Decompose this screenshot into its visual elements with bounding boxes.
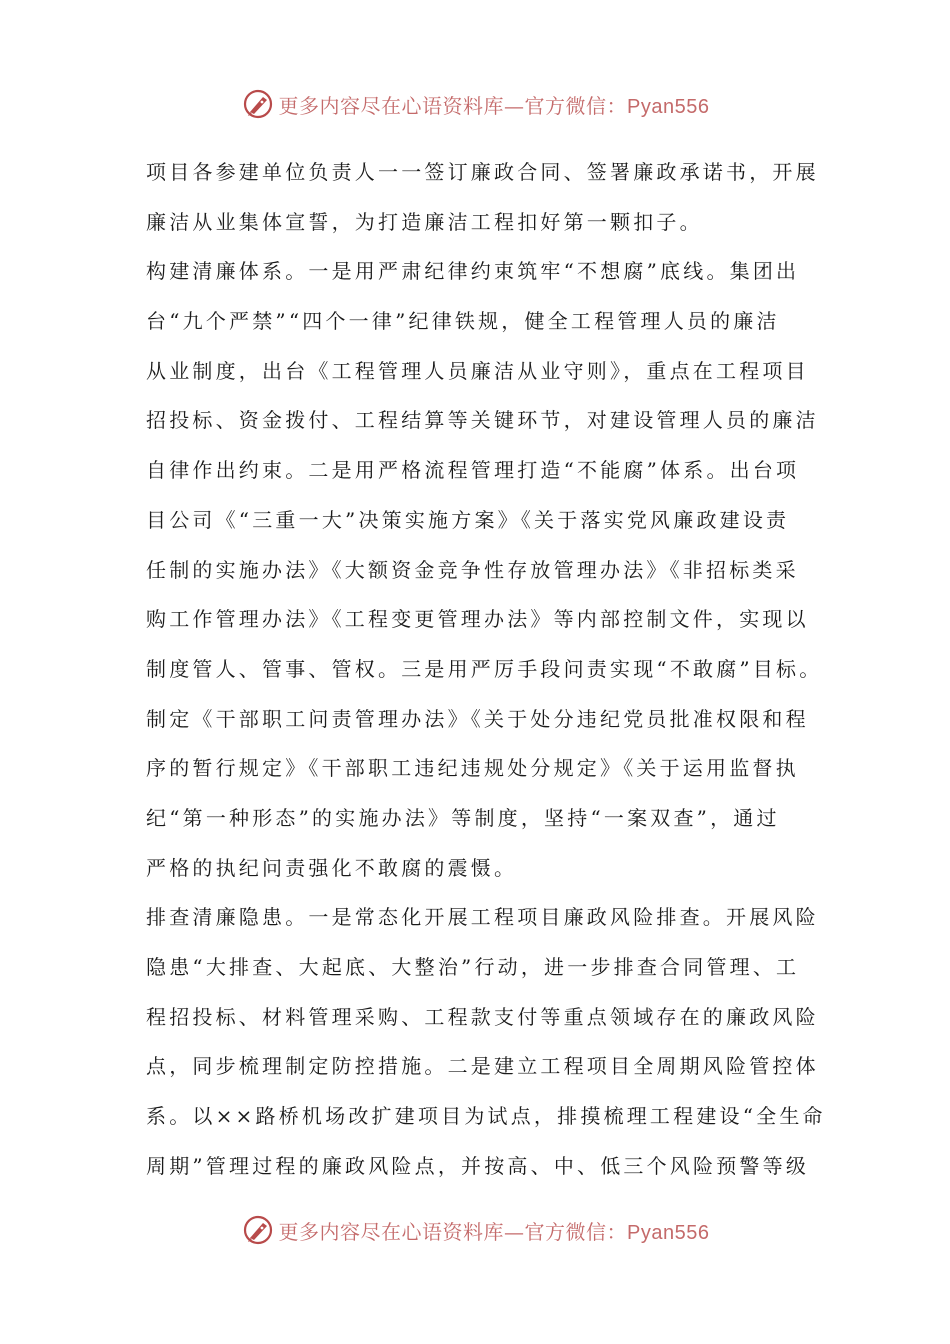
text-line: 目公司《“三重一大”决策实施方案》《关于落实党风廉政建设责	[146, 507, 790, 532]
watermark-prefix: 更多内容尽在心语资料库—	[278, 1219, 525, 1244]
text-line: 构建清廉体系。一是用严肃纪律约束筑牢“不想腐”底线。集团出	[146, 259, 800, 284]
wechat-id: Pyan556	[627, 1221, 710, 1244]
text-line: 招投标、资金拨付、工程结算等关键环节，对建设管理人员的廉洁	[146, 408, 819, 433]
text-line: 周期”管理过程的廉政风险点，并按高、中、低三个风险预警等级	[146, 1153, 810, 1178]
text-line: 隐患“大排查、大起底、大整治”行动，进一步排查合同管理、工	[146, 955, 800, 979]
text-line: 项目各参建单位负责人一一签订廉政合同、签署廉政承诺书，开展	[146, 160, 819, 184]
watermark-text	[279, 90, 710, 119]
pen-nib-circle-icon	[241, 1213, 275, 1247]
text-line: 严格的执纪问责强化不敢腐的震慑。	[146, 855, 518, 880]
header-watermark	[0, 82, 950, 126]
wechat-id: Pyan556	[627, 95, 710, 118]
text-line: 廉洁从业集体宣誓，为打造廉洁工程扣好第一颗扣子。	[146, 209, 703, 234]
text-line: 自律作出约束。二是用严格流程管理打造“不能腐”体系。出台项	[146, 458, 800, 483]
text-line: 纪“第一种形态”的实施办法》等制度，坚持“一案双查”，通过	[146, 805, 780, 830]
text-line: 点，同步梳理制定防控措施。二是建立工程项目全周期风险管控体	[146, 1054, 819, 1079]
text-line: 购工作管理办法》《工程变更管理办法》等内部控制文件，实现以	[146, 607, 809, 632]
pen-nib-circle-icon	[241, 87, 275, 121]
text-line: 系。以××路桥机场改扩建项目为试点，排摸梳理工程建设“全生命	[146, 1104, 826, 1129]
watermark-suffix: 官方微信：	[524, 1219, 628, 1244]
text-line: 从业制度，出台《工程管理人员廉洁从业守则》，重点在工程项目	[146, 358, 809, 383]
text-line: 制定《干部职工问责管理办法》《关于处分违纪党员批准权限和程	[146, 706, 809, 731]
footer-watermark	[0, 1208, 950, 1252]
text-line: 制度管人、管事、管权。三是用严厉手段问责实现“不敢腐”目标。	[146, 656, 823, 681]
text-line: 排查清廉隐患。一是常态化开展工程项目廉政风险排查。开展风险	[146, 905, 819, 930]
text-line: 任制的实施办法》《大额资金竞争性存放管理办法》《非招标类采	[146, 557, 799, 582]
text-line: 序的暂行规定》《干部职工违纪违规处分规定》《关于运用监督执	[146, 756, 799, 781]
watermark-suffix: 官方微信：	[524, 93, 628, 118]
text-line: 台“九个严禁”“四个一律”纪律铁规，健全工程管理人员的廉洁	[146, 309, 780, 334]
watermark-text	[279, 1216, 710, 1245]
document-body	[146, 148, 836, 1191]
text-line: 程招投标、材料管理采购、工程款支付等重点领域存在的廉政风险	[146, 1004, 819, 1029]
watermark-prefix: 更多内容尽在心语资料库—	[278, 93, 525, 118]
